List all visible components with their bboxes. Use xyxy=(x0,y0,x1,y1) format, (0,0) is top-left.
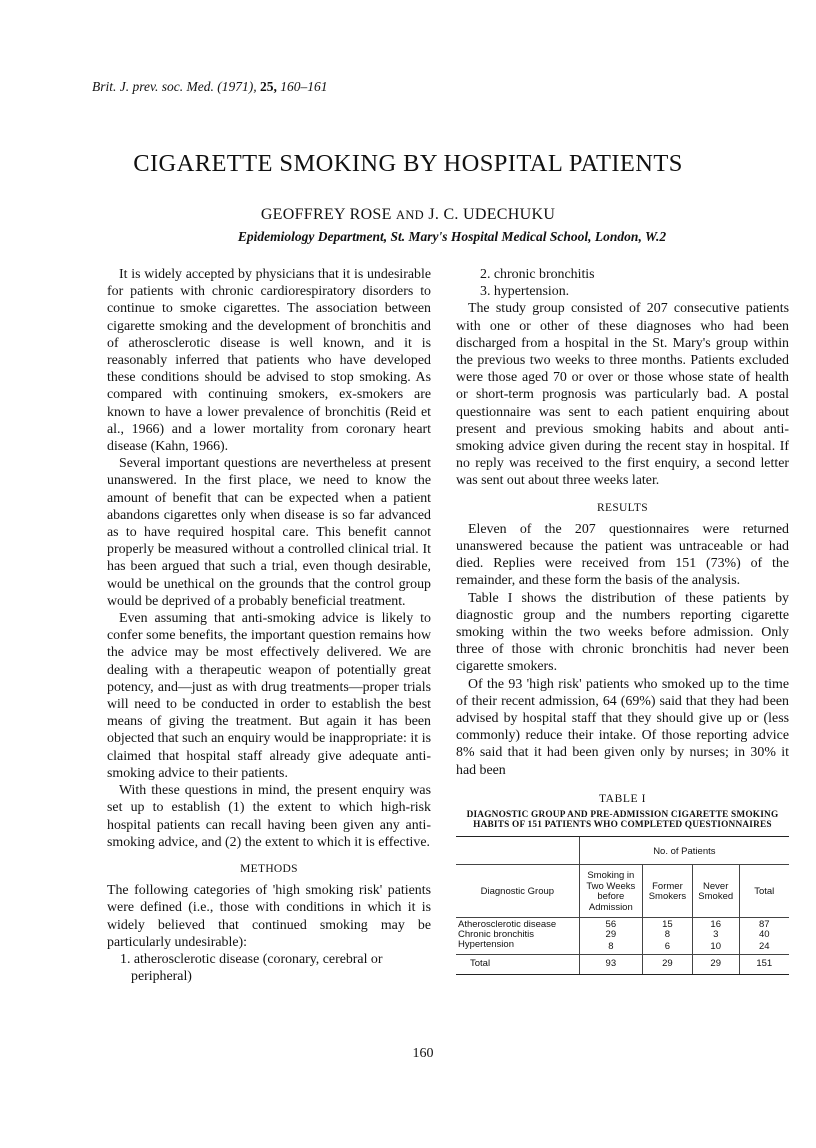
cell-smoking: 29 xyxy=(579,930,642,940)
row-label: Chronic bronchitis xyxy=(458,929,535,941)
right-column xyxy=(456,266,789,975)
table-subtitle: DIAGNOSTIC GROUP AND PRE-ADMISSION CIGARETTE SMOKING HABITS OF 151 PATIENTS WHO COMPLETED QUESTIONNAIRES xyxy=(466,810,779,831)
results-paragraph-2: Table I shows the distribution of these patients by diagnostic group and the numbers reporting cigarette smoking within the two weeks before admission. Only three of those with chronic bronchitis had never been cigarette smokers. xyxy=(456,590,789,675)
author-line xyxy=(0,206,816,224)
cell-former: 8 xyxy=(642,930,692,940)
cell-never: 3 xyxy=(692,930,739,940)
journal-pages: 160–161 xyxy=(280,79,328,94)
methods-heading: METHODS xyxy=(240,862,298,875)
cell-never: 10 xyxy=(692,940,739,955)
cell-former: 29 xyxy=(642,955,692,975)
left-column xyxy=(107,266,431,985)
cell-total: 40 xyxy=(739,930,789,940)
author-conjunction: AND xyxy=(396,208,424,222)
row-label: Total xyxy=(456,955,579,975)
journal-year: (1971), xyxy=(217,79,257,94)
intro-paragraph: It is widely accepted by physicians that it is undesirable for patients with chronic cardiorespiratory disorders to continue to smoke cigarettes. The association between cigarette smoking and the development of bronchitis and of atherosclerotic disease is well known, and it is reasonably inferred that patients who have developed these conditions should be advised to stop smoking. As compared with continuing smokers, ex-smokers are known to have a lower prevalence of bronchitis (Reid et al., 1966) and a lower mortality from coronary heart disease (Kahn, 1966). xyxy=(107,267,431,455)
results-heading: RESULTS xyxy=(597,501,648,514)
category-list-item-1: 1. atherosclerotic disease (coronary, cerebral or peripheral) xyxy=(120,951,383,985)
journal-citation xyxy=(92,79,327,95)
column-header-smoking: Smoking in Two Weeks before Admission xyxy=(579,865,642,918)
cell-smoking: 93 xyxy=(579,955,642,975)
questions-paragraph: Several important questions are nevertheless at present unanswered. In the first place, we need to know the amount of benefit that can be expected when a patient abandons cigarettes only when disease is so far advanced as to have required hospital care. This benefit cannot properly be measured without a controlled clinical trial. It has been argued that such a trial, even though desirable, would be unethical on the grounds that the control group would be deprived of a probably beneficial treatment. xyxy=(107,456,431,609)
cell-never: 16 xyxy=(692,918,739,931)
column-header-former: Former Smokers xyxy=(642,865,692,918)
cell-total: 24 xyxy=(739,940,789,955)
results-paragraph-3: Of the 93 'high risk' patients who smoked up to the time of their recent admission, 64 (69%) said that they had been advised by hospital staff that they should give up or (less commonly) reduce their intake. Of those reporting advice 8% said that it had been given only by nurses; in 30% it had been xyxy=(456,676,789,778)
table-caption: TABLE I xyxy=(598,792,647,805)
table-group-header: No. of Patients xyxy=(579,837,789,865)
row-label: Atherosclerotic disease xyxy=(456,918,579,931)
cell-former: 15 xyxy=(642,918,692,931)
advice-paragraph: Even assuming that anti-smoking advice is likely to confer some benefits, the important question remains how the advice may be most effectively delivered. We are dealing with a therapeutic weapon of potentially great potency, and—just as with drug treatments—proper trials will need to be conducted in order to establish the best means of giving the treatment. But again it has been objected that such an enquiry would be inappropriate: it is claimed that hospital staff already give adequate anti-smoking advice to their patients. xyxy=(107,611,431,781)
cell-smoking: 8 xyxy=(579,940,642,955)
column-header-diagnosis: Diagnostic Group xyxy=(456,865,579,918)
category-list-item-2: 2. chronic bronchitis xyxy=(480,267,595,282)
cell-total: 151 xyxy=(739,955,789,975)
author-2: J. C. UDECHUKU xyxy=(428,206,556,223)
page-number: 160 xyxy=(412,1046,434,1061)
author-1: GEOFFREY ROSE xyxy=(260,206,392,223)
category-list-item-3: 3. hypertension. xyxy=(480,284,570,300)
journal-name: Brit. J. prev. soc. Med. xyxy=(92,79,214,94)
column-header-total: Total xyxy=(739,865,789,918)
cell-never: 29 xyxy=(692,955,739,975)
table-total-row xyxy=(456,955,789,975)
table-1 xyxy=(456,836,789,975)
cell-smoking: 56 xyxy=(579,918,642,931)
article-title: CIGARETTE SMOKING BY HOSPITAL PATIENTS xyxy=(133,150,683,177)
methods-paragraph: The following categories of 'high smoking risk' patients were defined (i.e., those with conditions in which it is widely believed that continued smoking may be particularly undesirable): xyxy=(107,883,431,950)
aims-paragraph: With these questions in mind, the present enquiry was set up to establish (1) the extent to which high-risk hospital patients can recall having been given any anti-smoking advice, and (2) the extent to which it is effective. xyxy=(107,783,431,850)
table-row xyxy=(456,940,789,955)
affiliation: Epidemiology Department, St. Mary's Hospital Medical School, London, W.2 xyxy=(237,229,667,244)
study-group-paragraph: The study group consisted of 207 consecutive patients with one or other of these diagnoses who had been discharged from a hospital in the St. Mary's group within the previous two weeks to three months. Patients excluded were those aged 70 or over or those whose state of health or short-term prognosis was particularly bad. A postal questionnaire was sent to each patient enquiring about present and previous smoking habits and about anti-smoking advice given during the recent stay in hospital. If no reply was received to the first enquiry, a second letter was sent out about three weeks later. xyxy=(456,301,789,489)
column-header-never: Never Smoked xyxy=(692,865,739,918)
journal-volume: 25, xyxy=(259,79,277,94)
cell-former: 6 xyxy=(642,940,692,955)
row-label: Hypertension xyxy=(458,939,514,951)
results-paragraph-1: Eleven of the 207 questionnaires were returned unanswered because the patient was untraceable or had died. Replies were received from 151 (73%) of the remainder, and these form the basis of the analysis. xyxy=(456,521,789,589)
cell-total: 87 xyxy=(739,918,789,931)
